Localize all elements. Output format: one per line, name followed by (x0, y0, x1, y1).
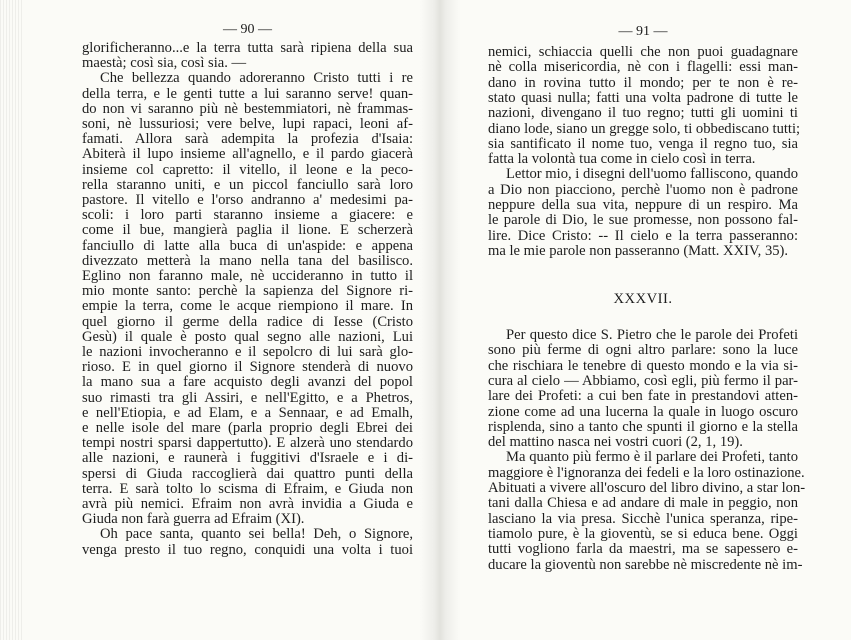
text-line: le parole di Dio, le sue promesse, non possono fal- (488, 212, 798, 229)
text-line: rioso. E in quel giorno il Signore stenderà di nuovo (82, 359, 413, 376)
text-line: fatta la volontà tua come in cielo così in terra. (488, 151, 756, 168)
text-line: suo rimasti tra gli Assiri, e nell'Egitto, e a Phetros, (82, 389, 413, 406)
text-line: spersi di Giuda raccoglierà dai quattro punti della (82, 465, 413, 482)
text-line: risplenda, sino a tanto che spunti il giorno e la stella (488, 418, 798, 435)
book-gutter (420, 0, 460, 640)
page-number: — 91 — (618, 24, 668, 39)
text-line: soni, nè lussuriosi; vere belve, lupi rapaci, leoni af- (82, 116, 413, 132)
text-line: alle nazioni, e raunerà i fuggitivi d'Israele e i di- (82, 450, 413, 467)
text-line: Lettor mio, i disegni dell'uomo falliscono, quando (506, 166, 799, 183)
left-page (82, 0, 413, 640)
text-line: tutti vogliono farla da maestri, ma se sapessero e- (488, 541, 798, 558)
text-line: famati. Allora sarà adempita la profezia d'Isaia: (82, 131, 413, 148)
text-line: Eglino non faranno male, nè uccideranno in tutto il (82, 268, 413, 284)
text-line: dano in rovina tutto il mondo; per te non è re- (488, 74, 798, 91)
text-line: pastore. Il vitello e l'orso andranno a' medesimi pa- (82, 192, 413, 208)
text-line: del mattino nasca nei vostri cuori (2, 1, 19). (488, 434, 743, 451)
text-line: che rischiara le tenebre di questo mondo e la via si- (488, 357, 798, 374)
text-line: Per questo dice S. Pietro che le parole dei Profeti (506, 327, 798, 343)
text-line: tiamolo pure, è la gioventù, se si educa bene. Oggi (488, 525, 798, 542)
text-line: Che bellezza quando adoreranno Cristo tutti i re (100, 70, 413, 87)
text-line: lare dei Profeti: a cui ben fate in prestandovi atten- (488, 388, 798, 405)
chapter-heading: XXXVII. (613, 291, 673, 307)
text-line: Giuda non farà guerra ad Efraim (XI). (82, 511, 305, 528)
text-line: diano lode, siano un gregge solo, ti obbediscano tutti; (488, 120, 801, 137)
text-line: Gesù) il quale è posto qual segno alle nazioni, Lui (82, 328, 413, 345)
text-line: sono più ferme di ogni altro parlare: sono la luce (488, 342, 798, 359)
text-line: come il bue, mangierà paglia il lione. E scherzerà (82, 222, 413, 239)
right-page (488, 0, 806, 640)
text-line: sia santificato il nome tuo, venga il regno tuo, sia (488, 135, 798, 152)
text-line: glorificheranno...e la terra tutta sarà ripiena della sua (82, 40, 413, 56)
text-line: venga presto il tuo regno, conquidi una volta i tuoi (82, 541, 413, 558)
text-line: lire. Dice Cristo: -- Il cielo e la terra passeranno: (488, 227, 798, 244)
text-line: tani dalla Chiesa e ad andare di male in peggio, non (488, 495, 798, 512)
text-line: lasciano la via presa. Sicchè l'unica speranza, ripe- (488, 510, 798, 527)
text-line: Abituati a vivere all'oscuro del libro divino, a star lon- (488, 480, 806, 496)
text-line: insieme col capretto: il vitello, il leone e la peco- (82, 161, 413, 178)
text-line: ducare la gioventù non sarebbe nè miscredente nè im- (488, 556, 803, 573)
text-line: rella staranno uniti, e un piccol fanciullo sarà loro (82, 176, 413, 193)
text-line: quel giorno il germe della radice di Iesse (Cristo (82, 313, 413, 330)
text-line: fanciullo di latte alla buca di un'aspide: e appena (82, 237, 413, 254)
text-line: do non vi saranno più nè bestemmiatori, nè frammas- (82, 100, 413, 117)
text-line: la mano sua a fare acquisto degli avanzi del popol (82, 374, 413, 391)
text-line: cura al cielo — Abbiamo, così egli, più fermo il par- (488, 372, 798, 389)
text-line: nè colla misericordia, nè con i flagelli: essi man- (488, 59, 798, 76)
text-line: mio monte santo: perchè la sapienza del Signore ri- (82, 283, 413, 300)
text-line: scoli: i loro parti staranno insieme a giacere: e (82, 207, 413, 224)
text-line: neppure della sua vita, neppure di un respiro. Ma (488, 197, 798, 213)
text-line: e nell'Etiopia, e ad Elam, e a Sennaar, e ad Emalh, (82, 404, 413, 421)
text-line: zione come ad una lucerna la quale in luogo oscuro (488, 403, 798, 420)
text-line: nazioni, divengano il tuo regno; tutti gli uomini ti (488, 105, 798, 122)
text-line: a Dio non piacciono, perchè l'uomo non è padrone (488, 181, 798, 198)
text-line: e nelle isole del mare (parla proprio degli Ebrei dei (82, 420, 413, 436)
text-line: ma le mie parole non passeranno (Matt. XXIV, 35). (488, 242, 789, 259)
text-line: le nazioni invocheranno e il sepolcro di lui sarà glo- (82, 344, 413, 360)
text-line: stato quasi nulla; fatti una volta padrone di tutte le (488, 89, 798, 106)
text-line: maggiore è l'ignoranza dei fedeli e la loro ostinazione. (488, 464, 805, 481)
text-line: terra. E sarà tolto lo scisma di Efraim, e Giuda non (82, 480, 413, 497)
page-number: — 90 — (223, 22, 272, 37)
text-line: empie la terra, come le acque riempiono il mare. In (82, 298, 413, 315)
text-line: tempi nostri sparsi dappertutto). E alzerà uno stendardo (82, 435, 413, 452)
text-line: avrà più nemici. Efraim non avrà invidia a Giuda e (82, 496, 413, 512)
text-line: nemici, schiaccia quelli che non puoi guadagnare (488, 44, 798, 60)
text-line: maestà; così sia, così sia. — (82, 55, 247, 72)
text-line: Oh pace santa, quanto sei bella! Deh, o Signore, (100, 526, 413, 543)
text-line: Ma quanto più fermo è il parlare dei Profeti, tanto (506, 449, 798, 466)
scan-edge (0, 0, 22, 640)
text-line: Abiterà il lupo insieme all'agnello, e il pardo giacerà (82, 146, 413, 163)
text-line: divezzato metterà la mano nella tana del basilisco. (82, 252, 413, 269)
text-line: della terra, e le genti tutte a lui saranno serve! quan- (82, 85, 413, 102)
